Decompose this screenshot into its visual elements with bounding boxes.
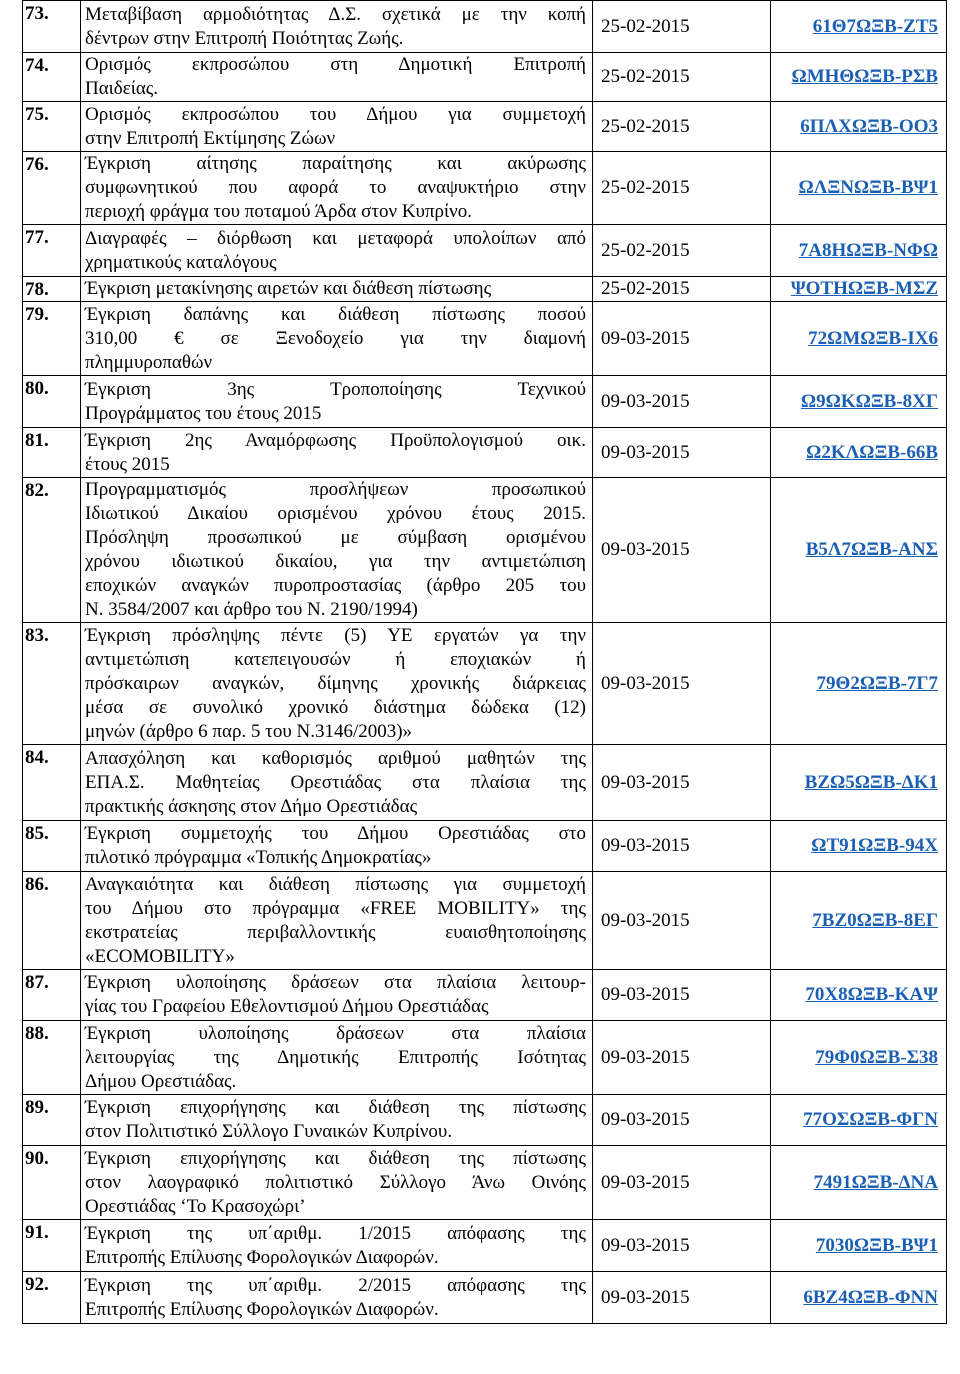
ada-cell [771,302,947,376]
decision-date: 09-03-2015 [593,478,771,623]
decision-number: 76. [23,152,81,225]
decision-number: 92. [23,1272,81,1324]
decision-description [81,1,593,53]
description-line: πρακτικής άσκησης στον Δήμο Ορεστιάδας [85,795,418,817]
ada-cell [771,623,947,745]
description-line: εποχικών αναγκών πυροπροστασίας (άρθρο 205 του [85,575,586,596]
description-line: στον λαογραφικό πολιτιστικό Σύλλογο Άνω Οινόης [85,1171,586,1193]
decision-date: 25-02-2015 [593,152,771,225]
description-line: Έγκριση μετακίνησης αιρετών και διάθεση πίστωσης [85,278,492,299]
decision-date: 25-02-2015 [593,1,771,53]
description-line: Πρόσληψη προσωπικού με σύμβαση ορισμένου [85,527,586,548]
description-line: γίας του Γραφείου Εθελοντισμού Δήμου Ορεστιάδας [85,996,489,1017]
ada-link[interactable]: ΨΟΤΗΩΞΒ-ΜΣΖ [790,278,938,299]
description-line: λειτουργίας της Δημοτικής Επιτροπής Ισότητας [85,1046,586,1068]
ada-link[interactable]: ΒΖΩ5ΩΞΒ-ΔΚ1 [804,771,938,793]
ada-cell [771,152,947,225]
ada-link[interactable]: Ω9ΩΚΩΞΒ-8ΧΓ [800,390,938,412]
table-row [23,1146,947,1220]
description-line: Έγκριση συμμετοχής του Δήμου Ορεστιάδας στο [85,823,586,844]
description-line: 310,00 € σε Ξενοδοχείο για την διαμονή [85,327,586,349]
decision-description [81,1146,593,1220]
decision-date: 25-02-2015 [593,102,771,152]
decision-date: 09-03-2015 [593,1095,771,1146]
decision-date: 09-03-2015 [593,1220,771,1272]
decision-date: 25-02-2015 [593,225,771,277]
decision-number: 83. [23,623,81,745]
description-line: Αναγκαιότητα και διάθεση πίστωσης για συμμετοχή [85,873,586,895]
ada-link[interactable]: ΩΛΞΝΩΞΒ-ΒΨ1 [798,177,938,198]
decision-description [81,872,593,970]
decision-date: 09-03-2015 [593,428,771,478]
decision-number: 88. [23,1021,81,1095]
decision-date: 09-03-2015 [593,376,771,428]
table-row [23,970,947,1021]
ada-cell [771,821,947,872]
ada-cell [771,277,947,302]
decision-number: 78. [23,277,81,302]
description-line: Έγκριση της υπ΄αριθμ. 2/2015 απόφασης της [85,1274,586,1296]
description-line: Έγκριση πρόσληψης πέντε (5) ΥΕ εργατών γα την [85,624,586,646]
decision-description [81,152,593,225]
description-line: Επιτροπής Επίλυσης Φορολογικών Διαφορών. [85,1246,439,1268]
table-row [23,53,947,102]
ada-link[interactable]: 79Φ0ΩΞΒ-Σ38 [815,1046,938,1068]
table-row [23,1220,947,1272]
decision-description [81,277,593,302]
description-line: μηνών (άρθρο 6 παρ. 5 του Ν.3146/2003)» [85,720,413,742]
description-line: πλημμυροπαθών [85,351,213,373]
description-line: μέσα σε συνολικό χρονικό διάστημα δώδεκα (12) [85,696,586,718]
decision-number: 77. [23,225,81,277]
decision-number: 75. [23,102,81,152]
decisions-table-body [23,1,947,1324]
description-line: Ορισμός εκπροσώπου στη Δημοτική Επιτροπή [85,54,586,75]
table-row [23,302,947,376]
ada-link[interactable]: Ω2ΚΛΩΞΒ-66Β [806,441,938,463]
decision-number: 84. [23,745,81,821]
table-row [23,745,947,821]
ada-cell [771,102,947,152]
ada-link[interactable]: 6ΒΖ4ΩΞΒ-ΦΝΝ [803,1286,938,1308]
ada-link[interactable]: ΩΜΗΘΩΞΒ-ΡΣΒ [791,66,938,87]
decision-description [81,478,593,623]
decision-number: 73. [23,1,81,53]
description-line: πρόσκαιρων αναγκών, δίμηνης χρονικής διάρκειας [85,672,586,694]
description-line: Έγκριση υλοποίησης δράσεων στα πλαίσια λειτουρ- [85,972,586,993]
ada-link[interactable]: 7030ΩΞΒ-ΒΨ1 [815,1234,938,1256]
decision-description [81,1220,593,1272]
decision-date: 09-03-2015 [593,821,771,872]
ada-cell [771,376,947,428]
ada-link[interactable]: 6ΠΛΧΩΞΒ-ΟΟ3 [800,115,938,137]
description-line: Δήμου Ορεστιάδας. [85,1070,237,1092]
decision-number: 74. [23,53,81,102]
description-line: Προγραμματισμός προσλήψεων προσωπικού [85,479,586,500]
ada-cell [771,53,947,102]
table-row [23,225,947,277]
table-row [23,376,947,428]
ada-link[interactable]: 7491ΩΞΒ-ΔΝΑ [813,1171,938,1193]
description-line: Ν. 3584/2007 και άρθρο του Ν. 2190/1994) [85,599,418,620]
ada-cell [771,970,947,1021]
decision-number: 87. [23,970,81,1021]
decision-number: 82. [23,478,81,623]
decision-description [81,1095,593,1146]
decision-number: 91. [23,1220,81,1272]
description-line: έτους 2015 [85,453,170,475]
decision-description [81,225,593,277]
decision-date: 09-03-2015 [593,745,771,821]
ada-cell [771,225,947,277]
decision-date: 25-02-2015 [593,53,771,102]
ada-cell [771,1021,947,1095]
table-row [23,1,947,53]
ada-link[interactable]: 7Α8ΗΩΞΒ-ΝΦΩ [798,239,938,261]
decision-number: 90. [23,1146,81,1220]
ada-cell [771,872,947,970]
decision-date: 09-03-2015 [593,970,771,1021]
ada-cell [771,1220,947,1272]
decision-description [81,623,593,745]
ada-cell [771,1,947,53]
description-line: Απασχόληση και καθορισμός αριθμού μαθητών της [85,747,586,769]
description-line: Έγκριση επιχορήγησης και διάθεση της πίστωσης [85,1097,586,1118]
decision-date: 25-02-2015 [593,277,771,302]
table-row [23,821,947,872]
description-line: δέντρων στην Επιτροπή Ποιότητας Ζωής. [85,27,404,49]
ada-cell [771,478,947,623]
decision-description [81,1021,593,1095]
decision-description [81,102,593,152]
decision-description [81,376,593,428]
table-row [23,1095,947,1146]
description-line: περιοχή φράγμα του ποταμού Άρδα στον Κυπρίνο. [85,201,472,222]
decision-description [81,821,593,872]
description-line: χρηματικούς καταλόγους [85,251,277,273]
decision-date: 09-03-2015 [593,302,771,376]
decision-number: 85. [23,821,81,872]
table-row [23,478,947,623]
ada-cell [771,428,947,478]
description-line: Έγκριση 2ης Αναμόρφωσης Προϋπολογισμού οικ. [85,429,586,451]
description-line: Έγκριση 3ης Τροποποίησης Τεχνικού [85,378,586,400]
ada-link[interactable]: 77ΟΣΩΞΒ-ΦΓΝ [803,1109,938,1130]
ada-link[interactable]: Β5Λ7ΩΞΒ-ΑΝΣ [805,539,938,560]
ada-link[interactable]: ΩΤ91ΩΞΒ-94Χ [811,835,938,856]
decision-description [81,428,593,478]
description-line: εκστρατείας περιβαλλοντικής ευαισθητοποίησης [85,921,586,943]
description-line: Έγκριση της υπ΄αριθμ. 1/2015 απόφασης της [85,1222,586,1244]
table-row [23,623,947,745]
ada-link[interactable]: 70Χ8ΩΞΒ-ΚΑΨ [805,984,938,1005]
decision-description [81,970,593,1021]
table-row [23,428,947,478]
decision-date: 09-03-2015 [593,1021,771,1095]
decision-number: 81. [23,428,81,478]
ada-link[interactable]: 72ΩΜΩΞΒ-ΙΧ6 [808,327,938,349]
table-row [23,1272,947,1324]
description-line: Διαγραφές – διόρθωση και μεταφορά υπολοίπων από [85,227,586,249]
description-line: Ιδιωτικού Δικαίου ορισμένου χρόνου έτους 2015. [85,503,586,524]
decision-description [81,1272,593,1324]
ada-link[interactable]: 61Θ7ΩΞΒ-ΖΤ5 [812,15,938,37]
decision-date: 09-03-2015 [593,872,771,970]
decision-date: 09-03-2015 [593,623,771,745]
description-line: πιλοτικό πρόγραμμα «Τοπικής Δημοκρατίας» [85,847,432,868]
decision-description [81,53,593,102]
decision-number: 79. [23,302,81,376]
description-line: του Δήμου στο πρόγραμμα «FREE MOBILITY» της [85,897,586,919]
description-line: συμφωνητικού που αφορά το αναψυκτήριο στην [85,177,586,198]
description-line: στον Πολιτιστικό Σύλλογο Γυναικών Κυπρίνου. [85,1121,453,1142]
ada-cell [771,1095,947,1146]
description-line: Ορισμός εκπροσώπου του Δήμου για συμμετοχή [85,103,586,125]
decision-number: 89. [23,1095,81,1146]
description-line: χρόνου ιδιωτικού δικαίου, για την αντιμετώπιση [85,551,586,572]
table-row [23,277,947,302]
description-line: Παιδείας. [85,78,159,99]
description-line: Ορεστιάδας ‘Το Κρασοχώρι’ [85,1195,306,1217]
ada-cell [771,1272,947,1324]
decision-description [81,302,593,376]
ada-cell [771,745,947,821]
table-row [23,102,947,152]
table-row [23,1021,947,1095]
description-line: αντιμετώπιση κατεπειγουσών ή εποχιακών ή [85,648,586,670]
description-line: Μεταβίβαση αρμοδιότητας Δ.Σ. σχετικά με την κοπή [85,3,586,25]
ada-cell [771,1146,947,1220]
decision-date: 09-03-2015 [593,1272,771,1324]
decisions-table [22,0,947,1324]
description-line: ΕΠΑ.Σ. Μαθητείας Ορεστιάδας στα πλαίσια της [85,771,586,793]
description-line: Έγκριση αίτησης παραίτησης και ακύρωσης [85,153,586,174]
table-row [23,152,947,225]
table-row [23,872,947,970]
ada-link[interactable]: 7ΒΖ0ΩΞΒ-8ΕΓ [812,909,938,931]
decision-description [81,745,593,821]
decision-number: 80. [23,376,81,428]
description-line: Επιτροπής Επίλυσης Φορολογικών Διαφορών. [85,1298,439,1320]
decision-number: 86. [23,872,81,970]
description-line: «ECOMOBILITY» [85,945,235,967]
description-line: Έγκριση επιχορήγησης και διάθεση της πίστωσης [85,1147,586,1169]
decision-date: 09-03-2015 [593,1146,771,1220]
description-line: στην Επιτροπή Εκτίμησης Ζώων [85,127,336,149]
description-line: Έγκριση υλοποίησης δράσεων στα πλαίσια [85,1022,586,1044]
description-line: Προγράμματος του έτους 2015 [85,402,322,424]
ada-link[interactable]: 79Θ2ΩΞΒ-7Γ7 [816,672,938,694]
description-line: Έγκριση δαπάνης και διάθεση πίστωσης ποσού [85,303,586,325]
